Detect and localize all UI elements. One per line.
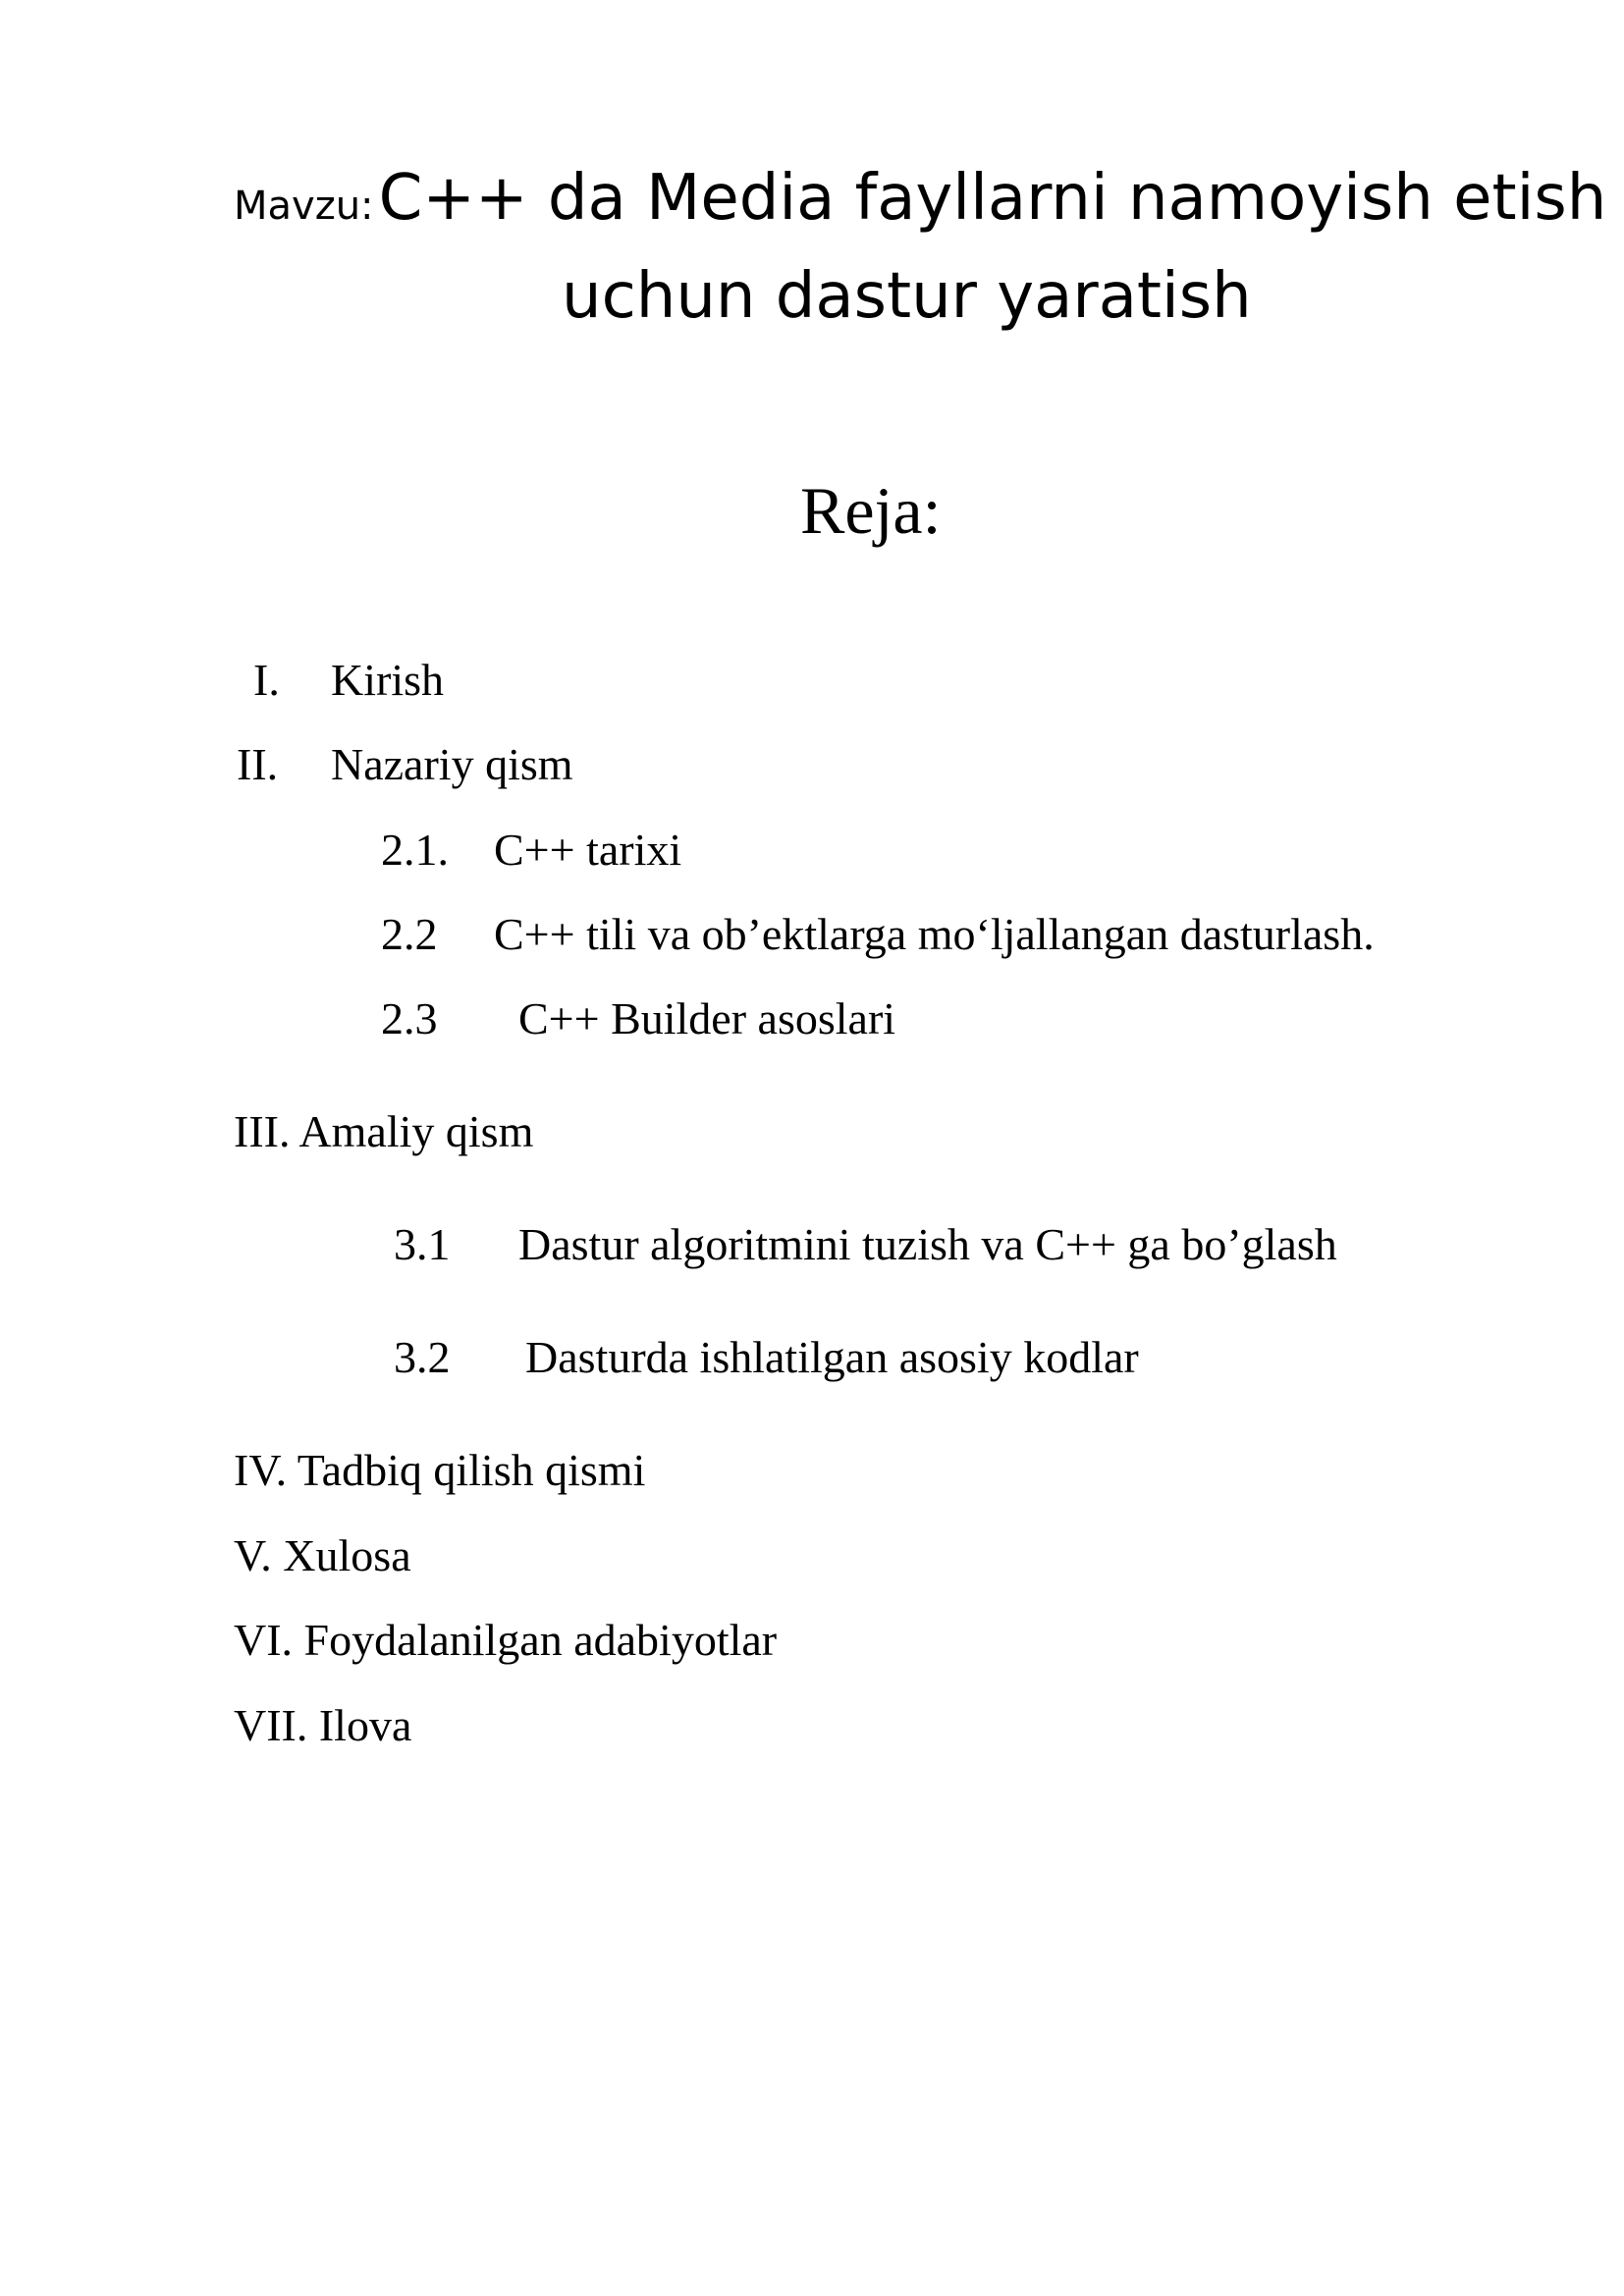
toc-item-4: IV. Tadbiq qilish qismi (234, 1445, 646, 1495)
toc-item-7: VII. Ilova (234, 1700, 412, 1750)
title-main: C++ da Media fayllarni namoyish etish (378, 162, 1607, 235)
toc-number: 3.2 (394, 1332, 451, 1382)
toc-number: II. (237, 739, 279, 789)
toc-number: I. (253, 655, 280, 705)
plan-heading: Reja: (800, 473, 942, 548)
toc-text: C++ Builder asoslari (518, 993, 896, 1043)
toc-number: 3.1 (394, 1219, 451, 1269)
toc-item-5: V. Xulosa (234, 1530, 411, 1580)
title-prefix: Mavzu: (234, 184, 374, 229)
toc-text: C++ tili va ob’ektlarga mo‘ljallangan dasturlash. (494, 909, 1375, 959)
toc-text: Dasturda ishlatilgan asosiy kodlar (525, 1332, 1139, 1382)
toc-text: C++ tarixi (494, 825, 682, 875)
title-line-1 (234, 162, 1607, 235)
toc-text: Kirish (331, 655, 444, 705)
toc-text: Dastur algoritmini tuzish va C++ ga bo’glash (518, 1219, 1337, 1269)
toc-number: 2.1. (381, 825, 449, 875)
toc-number: 2.3 (381, 993, 438, 1043)
toc-number: 2.2 (381, 909, 438, 959)
toc-item-6: VI. Foydalanilgan adabiyotlar (234, 1615, 778, 1665)
toc-item-3: III. Amaliy qism (234, 1106, 534, 1156)
title-line-2: uchun dastur yaratish (562, 260, 1252, 333)
toc-text: Nazariy qism (331, 739, 573, 789)
